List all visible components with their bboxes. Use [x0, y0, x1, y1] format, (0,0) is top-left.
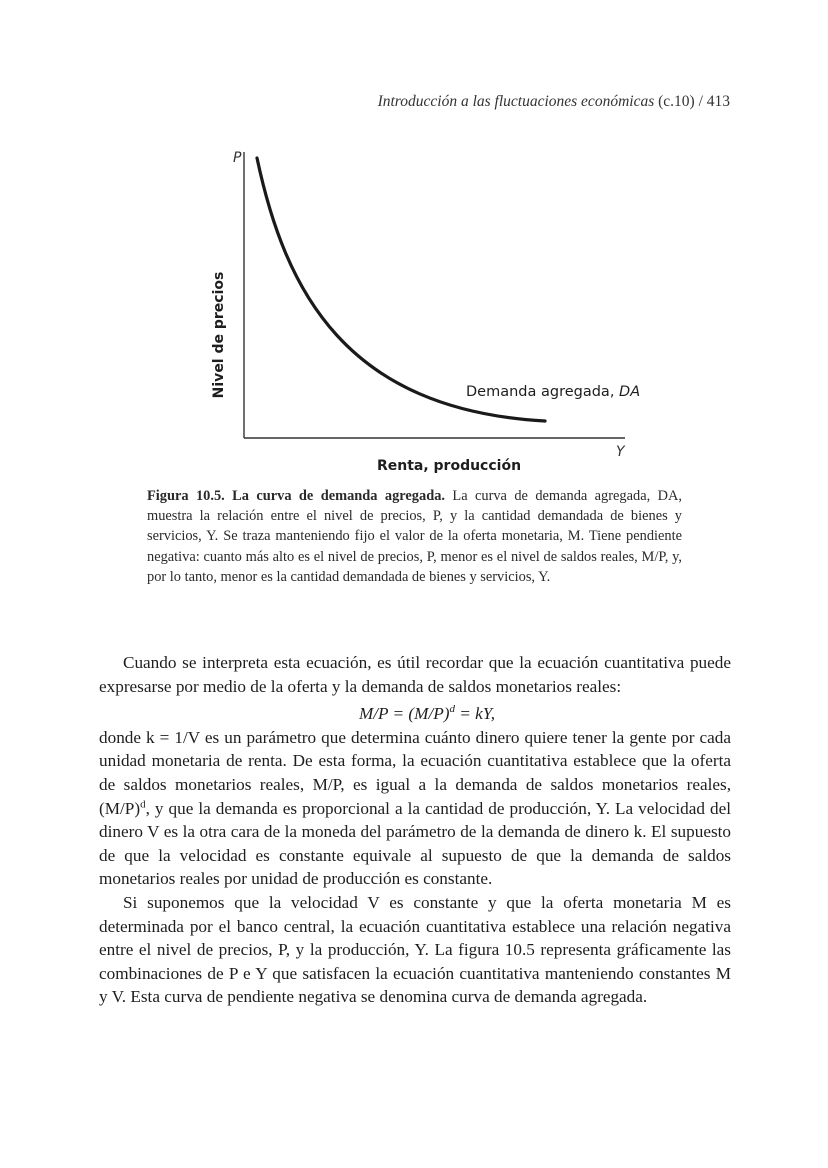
chapter-ref: (c.10): [658, 93, 695, 110]
x-axis-symbol: Y: [616, 444, 625, 460]
curve-label: [466, 384, 640, 400]
header-separator: /: [698, 93, 703, 110]
y-axis-symbol: P: [233, 150, 242, 166]
aggregate-demand-curve: [257, 158, 545, 421]
paragraph-1: Cuando se interpreta esta ecuación, es útil recordar que la ecuación cuantitativa puede expresarse por medio de la oferta y la demanda de saldos monetarios reales:: [99, 653, 731, 696]
equation-superscript: d: [449, 703, 455, 716]
running-header: [378, 93, 730, 111]
paragraph-2: [99, 726, 731, 891]
equation-right: = kY,: [454, 704, 496, 724]
figure-caption: [147, 486, 682, 587]
aggregate-demand-figure: [0, 140, 828, 480]
body-text: [99, 651, 731, 1009]
running-title: Introducción a las fluctuaciones económicas: [377, 93, 655, 110]
caption-label: Figura 10.5. La curva de demanda agregada.: [147, 488, 445, 504]
paragraph-3: Si suponemos que la velocidad V es constante y que la oferta monetaria M es determinada por el banco central, la ecuación cuantitativa establece una relación negativa entre el nivel de precios, P, y la producción, Y. La figura 10.5 representa gráficamente las combinaciones de P e Y que satisfacen la ecuación cuantitativa manteniendo constantes M y V. Esta curva de pendiente negativa se denomina curva de demanda agregada.: [99, 892, 731, 1007]
paragraph-2-part-a: donde k = 1/V es un parámetro que determina cuánto dinero quiere tener la gente por cada unidad monetaria de renta. De esta forma, la ecuación cuantitativa establece que la oferta de saldos monetarios reales, M/P, es igual a la demanda de saldos monetarios reales, (M/P): [99, 727, 731, 818]
quantity-equation: [99, 698, 731, 726]
curve-label-text: Demanda agregada,: [466, 384, 620, 400]
aggregate-demand-graph: [0, 140, 828, 480]
page-number: 413: [706, 93, 730, 110]
y-axis-title: Nivel de precios: [211, 271, 227, 399]
curve-label-symbol: DA: [619, 384, 641, 400]
equation-left: M/P = (M/P): [358, 704, 450, 724]
paragraph-2-superscript: d: [140, 797, 146, 810]
x-axis-title: Renta, producción: [376, 458, 522, 474]
paragraph-2-part-b: , y que la demanda es proporcional a la cantidad de producción, Y. La velocidad del dinero V es la otra cara de la moneda del parámetro de la demanda de dinero k. El supuesto de que la velocidad es constante equivale al supuesto de que la demanda de saldos monetarios reales por unidad de producción es constante.: [99, 798, 731, 889]
caption-text: La curva de demanda agregada, DA, muestra la relación entre el nivel de precios, P, y la cantidad demandada de bienes y servicios, Y. Se traza manteniendo fijo el valor de la oferta monetaria, M. Tiene pendiente negativa: cuanto más alto es el nivel de precios, P, menor es el nivel de saldos reales, M/P, y, por lo tanto, menor es la cantidad demandada de bienes y servicios, Y.: [147, 488, 682, 585]
